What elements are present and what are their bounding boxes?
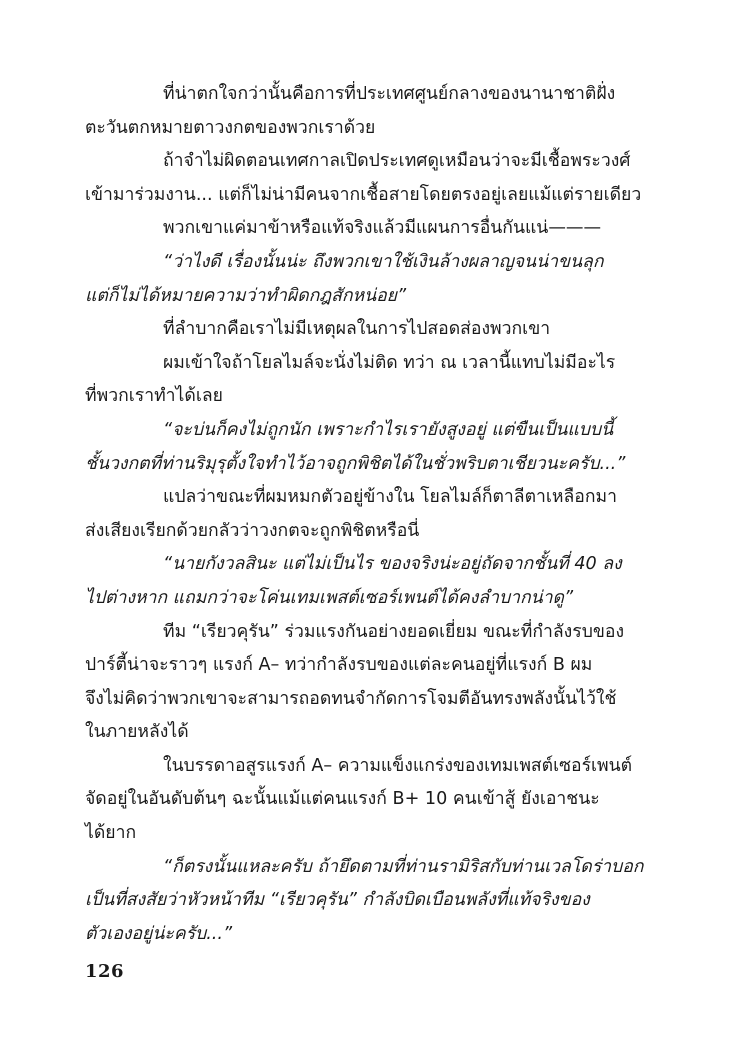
paragraph: ที่ลำบากคือเราไม่มีเหตุผลในการไปสอดส่องพวกเขา — [163, 319, 551, 340]
dialogue-paragraph: “นายกังวลสินะ แต่ไม่เป็นไร ของจริงน่ะอยู่ถัดจากชั้นที่ 40 ลง ไปต่างหาก แถมกว่าจะโค่นเทมเพสต์เซอร์เพนต์ได้คงลำบากน่าดู” — [85, 554, 622, 608]
paragraph: ในบรรดาอสูรแรงก์ A– ความแข็งแกร่งของเทมเพสต์เซอร์เพนต์ จัดอยู่ในอันดับต้นๆ ฉะนั้นแม้แต่คนแรงก์ B+ 10 คนเข้าสู้ ยังเอาชนะ ได้ยาก — [85, 755, 633, 844]
page-number: 126 — [85, 961, 125, 982]
paragraph: ผมเข้าใจถ้าโยลไมล์จะนั่งไม่ติด ทว่า ณ เวลานี้แทบไม่มีอะไร ที่พวกเราทำได้เลย — [85, 352, 616, 407]
paragraph: ถ้าจำไม่ผิดตอนเทศกาลเปิดประเทศดูเหมือนว่าจะมีเชื้อพระวงศ์ เข้ามาร่วมงาน... แต่ก็ไม่น่ามีคนจากเชื้อสายโดยตรงอยู่เลยแม้แต่รายเดียว — [85, 151, 642, 205]
paragraph: ที่น่าตกใจกว่านั้นคือการที่ประเทศศูนย์กลางของนานาชาติฝั่ง ตะวันตกหมายตาวงกตของพวกเราด้วย — [85, 84, 616, 138]
dialogue-paragraph: “ก็ตรงนั้นแหละครับ ถ้ายึดตามที่ท่านรามิริสกับท่านเวลโดร่าบอก เป็นที่สงสัยว่าหัวหน้าทีม “เรียวคุรัน” กำลังบิดเบือนพลังที่แท้จริงของ ตัวเองอยู่น่ะครับ...” — [85, 856, 644, 944]
dialogue-paragraph: “ว่าไงดี เรื่องนั้นน่ะ ถึงพวกเขาใช้เงินล้างผลาญจนน่าขนลุก แต่ก็ไม่ได้หมายความว่าทำผิดกฎสักหน่อย” — [85, 251, 604, 306]
paragraph: ทีม “เรียวคุรัน” ร่วมแรงกันอย่างยอดเยี่ยม ขณะที่กำลังรบของ ปาร์ตี้น่าจะราวๆ แรงก์ A– ทว่ากำลังรบของแต่ละคนอยู่ที่แรงก์ B ผม จึงไม่คิดว่าพวกเขาจะสามารถอดทนจำกัดการโจมตีอันทรงพลังนั้นไว้ใช้ ในภายหลังได้ — [85, 621, 625, 743]
paragraph: แปลว่าขณะที่ผมหมกตัวอยู่ข้างใน โยลไมล์ก็ตาลีตาเหลือกมา ส่งเสียงเรียกด้วยกลัวว่าวงกตจะถูกพิชิตหรือนี่ — [85, 487, 617, 541]
page-body-text — [85, 78, 653, 951]
dialogue-paragraph: “จะบ่นก็คงไม่ถูกนัก เพราะกำไรเรายังสูงอยู่ แต่ขืนเป็นแบบนี้ ชั้นวงกตที่ท่านริมุรุตั้งใจทำไว้อาจถูกพิชิตได้ในชั่วพริบตาเชียวนะครับ...” — [85, 419, 626, 474]
paragraph: พวกเขาแค่มาข้าหรือแท้จริงแล้วมีแผนการอื่นกันแน่——— — [163, 218, 602, 239]
